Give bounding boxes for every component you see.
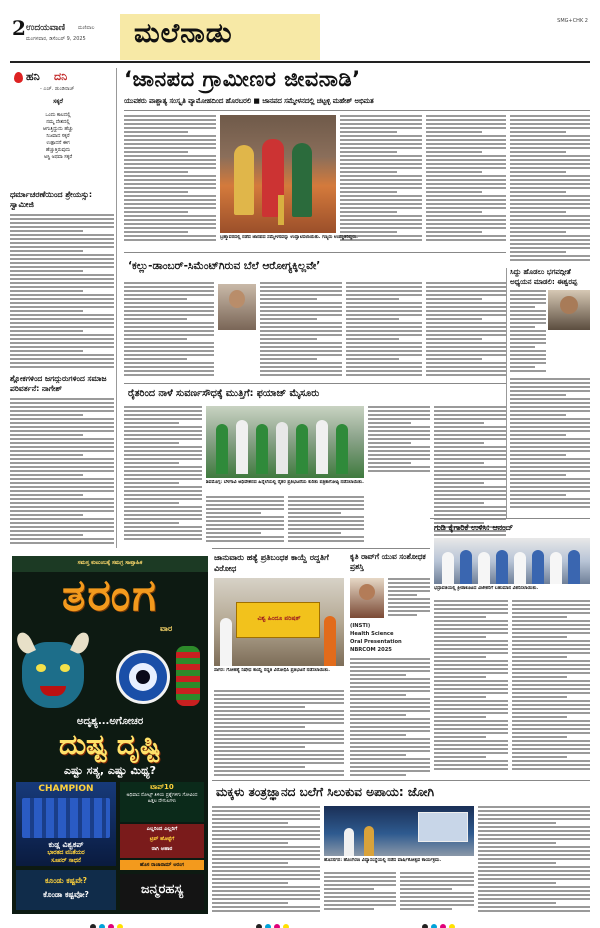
drop-icon bbox=[14, 72, 23, 83]
person-figure bbox=[296, 424, 308, 474]
person-figure bbox=[316, 420, 328, 474]
demon-eye bbox=[60, 664, 70, 672]
health-body-col-1 bbox=[124, 282, 214, 378]
nurse-body-2 bbox=[350, 658, 430, 780]
protest-banner bbox=[236, 602, 320, 638]
team-photo bbox=[22, 798, 110, 838]
top10-panel bbox=[120, 782, 204, 822]
protest-headline: ಜಾನುವಾರು ಹತ್ಯೆ ಪ್ರತಿಬಂಧಕ ಕಾಯ್ದೆ ರದ್ದತಿಗೆ ವಿರೋಧ bbox=[214, 553, 329, 573]
farmers-caption: ಶಿವಮೊಗ್ಗ: ಬೆಳಗಾವಿ ಅಧಿವೇಶನದ ಹಿನ್ನೆಲೆಯಲ್ಲಿ ರೈತರ ಪ್ರತಿಭಟನೆಯ ಕುರಿತು ಪತ್ರಿಕಾಗೋಷ್ಠಿ ನಡೆಸಲಾಯಿತು. bbox=[206, 480, 364, 485]
paper-name: ಉದಯವಾಣಿ bbox=[26, 23, 66, 33]
farmers-body-col-2 bbox=[206, 496, 284, 544]
top10-label: ಟಾಪ್10 bbox=[150, 783, 174, 791]
brand-b: ದನಿ bbox=[54, 70, 68, 83]
bottom-headline: ಮಕ್ಕಳು ತಂತ್ರಜ್ಞಾನದ ಬಲೆಗೆ ಸಿಲುಕುವ ಅಪಾಯ: ಜೋಗಿ bbox=[216, 785, 435, 799]
chili-garland bbox=[176, 646, 200, 706]
mystery-panel bbox=[120, 874, 204, 910]
bottom-body-col-3 bbox=[400, 872, 474, 914]
section-title: ಮಲೆನಾಡು bbox=[134, 18, 233, 49]
champion-panel bbox=[16, 782, 116, 866]
poem-line: ನಿಜವಾದ ಸಕ್ಕರೆ bbox=[46, 134, 70, 139]
demon-horn bbox=[14, 630, 36, 656]
sports-body-col-1 bbox=[434, 600, 508, 774]
person-figure bbox=[568, 550, 580, 584]
person-figure bbox=[496, 550, 508, 584]
lead-deck-tail: ಜಾನಪದ ಸಮ್ಮೇಳನದಲ್ಲಿ ಚಟ್ಟಳ್ಳಿ ಮಹೇಶ್ ಅಭಿಮತ bbox=[262, 97, 374, 105]
poem-line: ನಮ್ಮ ದೇಶದಲ್ಲಿ bbox=[46, 120, 70, 125]
person-figure bbox=[364, 826, 374, 856]
brand-a: ಹನಿ bbox=[26, 70, 40, 83]
poem-line: ಉತ್ಪಾದನೆ ಈಗ bbox=[46, 141, 70, 146]
demon-eye bbox=[36, 664, 46, 672]
cricket-line-2: ಭಾರತದ ವನಿತೆಯರ bbox=[47, 850, 85, 856]
person-figure bbox=[532, 550, 544, 584]
lead-body-col-2 bbox=[340, 115, 422, 245]
person-figure bbox=[220, 618, 232, 666]
person-figure bbox=[256, 424, 268, 474]
term: NBRCOM 2025 bbox=[350, 647, 392, 653]
tharanga-ad[interactable] bbox=[12, 556, 208, 914]
bottom-photo bbox=[324, 806, 474, 856]
farmers-body-col-3 bbox=[288, 496, 364, 544]
ad-question: ಎಷ್ಟು ಸತ್ಯ, ಎಷ್ಟು ಮಿಥ್ಯ? bbox=[63, 764, 157, 777]
nurse-photo bbox=[350, 578, 384, 618]
term: Oral Presentation bbox=[350, 639, 402, 645]
poem-line: ಒಂದು ಕಾಲದಲ್ಲಿ bbox=[45, 113, 71, 118]
person-figure bbox=[344, 828, 354, 856]
section-banner bbox=[120, 14, 320, 60]
left-story-2-body bbox=[10, 398, 114, 548]
teacher-body-2 bbox=[510, 378, 590, 512]
nurse-body-terms bbox=[350, 622, 430, 654]
banner-text: ವಿಶ್ವ ಹಿಂದೂ ಪರಿಷತ್ bbox=[257, 615, 301, 622]
person-figure bbox=[460, 550, 472, 584]
section-rule bbox=[124, 252, 506, 253]
question-1: ಕೂಂಡು ಕಷ್ಟವೇ? bbox=[45, 876, 87, 885]
evil-eye-icon bbox=[116, 650, 170, 704]
bottom-body-col-4 bbox=[478, 806, 590, 914]
sports-caption: ಭದ್ರಾವತಿಯಲ್ಲಿ ಕ್ರೀಡಾಕೂಟದ ವಿಜೇತರಿಗೆ ಬಹುಮಾನ ವಿತರಿಸಲಾಯಿತು. bbox=[434, 586, 539, 591]
bottom-body-col-1 bbox=[212, 806, 320, 914]
person-figure bbox=[336, 424, 348, 474]
farmers-body-col-4 bbox=[368, 406, 430, 476]
masthead-rule bbox=[10, 61, 590, 63]
lead-body-col-4 bbox=[510, 115, 590, 263]
person-figure bbox=[442, 552, 454, 584]
ad-weekly: ವಾರ bbox=[160, 624, 173, 633]
snack-line-1: ಎಲ್ಲರಿಂದ ಎಲ್ಲರಿಗೆ bbox=[146, 826, 178, 832]
ad-brand: ತರಂಗ bbox=[62, 570, 158, 621]
bottom-caption: ಹೊಸನಗರ: ಹೊಂಗಿರಣ ವಿದ್ಯಾಸಂಸ್ಥೆಯಲ್ಲಿ ನಡೆದ ವಾರ್ಷಿಕೋತ್ಸವ ಕಾರ್ಯಕ್ರಮ. bbox=[324, 858, 442, 863]
left-story-1-body bbox=[10, 214, 114, 370]
stage-screen bbox=[418, 812, 468, 842]
page-number: 2 bbox=[12, 16, 26, 40]
teacher-headline: ಸಿದ್ದು ಹೊಡಲು ಭಗವದ್ಗೀತೆ ಅಧ್ಯಯನ ಮಾಡಲಿ: ಈಶ್ವರಪ್ಪ bbox=[510, 268, 578, 286]
poem-title: ಸಕ್ಕರೆ bbox=[53, 98, 63, 105]
section-rule bbox=[124, 383, 506, 384]
demon-mouth bbox=[40, 686, 66, 696]
person-figure bbox=[216, 424, 228, 474]
lead-photo bbox=[220, 115, 336, 233]
snack-line-2: ಟ್ರಿಪ್ ಹೊಟ್ಟೆಗೆ bbox=[149, 836, 175, 842]
column-rule bbox=[116, 68, 117, 548]
edition-code: SMG+CHK 2 bbox=[557, 18, 588, 24]
person-figure bbox=[276, 422, 288, 474]
poem-line: ಹೆಚ್ಚುತ್ತಿರುವುದು bbox=[45, 148, 71, 153]
section-rule bbox=[212, 780, 590, 781]
sports-body-col-2 bbox=[512, 600, 590, 774]
demon-face bbox=[22, 642, 84, 708]
lead-headline: ‘ಜಾನಪದ ಗ್ರಾಮೀಣರ ಜೀವನಾಡಿ’ bbox=[124, 67, 361, 91]
left-story-1-headline: ಧರ್ಮಾಚರಣೆಯಿಂದ ಶ್ರೇಯಸ್ಸು: ಸ್ವಾಮೀಜಿ bbox=[10, 190, 93, 209]
ad-headline: ದುಷ್ಟ ದೃಷ್ಟಿ bbox=[58, 728, 161, 761]
person-figure bbox=[550, 552, 562, 584]
farmers-body-col-1 bbox=[124, 406, 202, 544]
registration-marks bbox=[90, 915, 510, 923]
lead-deck bbox=[124, 97, 590, 109]
term: Health Science bbox=[350, 631, 394, 637]
snack-panel bbox=[120, 824, 204, 858]
person-figure bbox=[514, 552, 526, 584]
lamp bbox=[278, 195, 284, 225]
left-story-2-headline: ಶ್ಲೋಕಗಳಿಂದ ಜಗದ್ಗುರುಗಳಿಂದ ಸಮಾಜ ಪರಿವರ್ತನೆ: ನಾಗೇಶ್ bbox=[10, 374, 107, 393]
top10-sub: ಅಧಿವಾಸ ನೋಟ್ಸ್ ತಿಳಿಯ ಪ್ರಶ್ನೆಗಳಿಗು ಗೋವಿಂದ ಹಿತ್ತಲ ದೇಗುಲಗಳು bbox=[126, 793, 198, 804]
health-body-col-3 bbox=[346, 282, 422, 378]
teacher-photo bbox=[548, 290, 590, 330]
ad-tagline: ಸಮಸ್ತ ಕುಟುಂಬಕ್ಕೆ ಸಮಗ್ರ ಸಾಪ್ತಾಹಿಕ bbox=[77, 560, 143, 566]
cricket-line-1: ಕುಡ್ಲ ವಿಶ್ವಕಪ್ bbox=[48, 840, 84, 849]
question-panel bbox=[16, 870, 116, 910]
farmers-photo bbox=[206, 406, 364, 478]
snack-line-3: ರಾಗಿ ಆಹಾರ bbox=[151, 846, 173, 852]
sports-headline: ಗುಡಿ ಕೈಗಾರಿಕೆ ಉಳಿಸಿ: ಆನಂದ್ bbox=[434, 523, 514, 532]
cricket-line-3: ಸೂಪರ್ ಸಾಧನೆ bbox=[51, 858, 81, 864]
farmers-headline: ರೈತರಿಂದ ನಾಳೆ ಸುವರ್ಣಸೌಧಕ್ಕೆ ಮುತ್ತಿಗೆ: ಫಯಾಜ್ ಮೈಸೂರು bbox=[128, 388, 320, 399]
right-rule bbox=[506, 268, 507, 518]
protest-caption: ಸಾಗರ: ಗೋಹತ್ಯೆ ನಿಷೇಧ ಕಾಯ್ದೆ ರದ್ದತಿ ವಿರೋಧಿಸಿ ಪ್ರತಿಭಟನೆ ನಡೆಸಲಾಯಿತು. bbox=[214, 668, 330, 673]
evil-eye-pupil bbox=[136, 670, 150, 684]
nurse-body-1 bbox=[388, 578, 430, 618]
section-rule bbox=[430, 518, 590, 519]
lead-body-col-3 bbox=[426, 115, 506, 245]
nurse-headline: ಕೃತಿ ರಾವ್‌ಗೆ ಯುವ ಸಂಶೋಧಕ ಪ್ರಶಸ್ತಿ bbox=[350, 552, 426, 571]
section-rule bbox=[212, 548, 430, 549]
portrait-head bbox=[229, 290, 245, 308]
term: (INSTI) bbox=[350, 623, 371, 629]
poem-text bbox=[10, 112, 106, 161]
masthead bbox=[10, 14, 590, 60]
poem-line: ಅಸ್ಥಿ ಅಥವಾ ಸಕ್ಕರೆ bbox=[43, 155, 73, 160]
paper-suffix: ಮಣಿಪಾಲ bbox=[78, 25, 95, 31]
portrait-head bbox=[359, 584, 375, 600]
person-figure bbox=[292, 143, 312, 217]
person-figure bbox=[234, 145, 254, 215]
ad-line-1: ಅದೃಶ್ಯ...ಅಗೋಚರ bbox=[76, 716, 144, 727]
story-tag: ಹೊಸ ರಾಜಾರಾಮ್‌ ಅರಂಗ bbox=[120, 860, 204, 870]
teacher-body bbox=[510, 290, 546, 374]
deck-separator: ■ bbox=[253, 97, 263, 105]
demon-horn bbox=[70, 630, 92, 656]
mystery-title: ಜನ್ಮರಹಸ್ಯ bbox=[140, 882, 184, 897]
person-figure bbox=[236, 420, 248, 474]
sports-photo bbox=[434, 538, 590, 584]
protest-photo bbox=[214, 578, 344, 666]
date-line: ಮಂಗಳವಾರ, ಡಿಸೆಂಬರ್ 9, 2025 bbox=[26, 36, 86, 42]
health-headline: ‘ಕಲ್ಲು-ಡಾಂಬರ್-ಸಿಮೆಂಟ್‌ಗಿರುವ ಬೆಲೆ ಆರೋಗ್ಯಕ್ಕಿಲ್ಲವೇ’ bbox=[128, 260, 321, 272]
lead-rule bbox=[124, 110, 590, 111]
lead-photo-caption: ಬ್ರಹ್ಮಾವರದಲ್ಲಿ ನಡೆದ ಜಾನಪದ ಸಮ್ಮೇಳನವನ್ನು ಉದ್ಘಾಟಿಸಲಾಯಿತು. ಗಣ್ಯರು ಉಪಸ್ಥಿತರಿದ್ದರು. bbox=[220, 235, 358, 240]
bottom-body-col-2 bbox=[324, 872, 396, 914]
portrait-head bbox=[560, 296, 578, 314]
person-figure bbox=[478, 552, 490, 584]
poem-line: ಆಗುತ್ತಿದ್ದುದು ಹೆಚ್ಚು bbox=[42, 127, 74, 132]
protest-body bbox=[214, 690, 344, 780]
health-body-col-2 bbox=[260, 282, 342, 378]
poet-name: - ಎಚ್. ಡುಂಡಿರಾಜ್ bbox=[40, 86, 75, 92]
question-2: ಕೊಂಡಾ ಕಷ್ಟವೋ? bbox=[43, 890, 89, 899]
lead-deck-main: ಯುವಕರು ಪಾಶ್ಚಾತ್ಯ ಸಂಸ್ಕೃತಿ ವ್ಯಾಮೋಹದಿಂದ ಹೊರಬರಲಿ bbox=[124, 97, 252, 105]
hani-dani-box bbox=[10, 68, 112, 186]
health-photo bbox=[218, 284, 256, 330]
champion-label: CHAMPION bbox=[38, 784, 94, 794]
person-figure bbox=[324, 616, 336, 666]
lead-body-col-1 bbox=[124, 115, 216, 245]
health-body-col-4 bbox=[426, 282, 506, 378]
